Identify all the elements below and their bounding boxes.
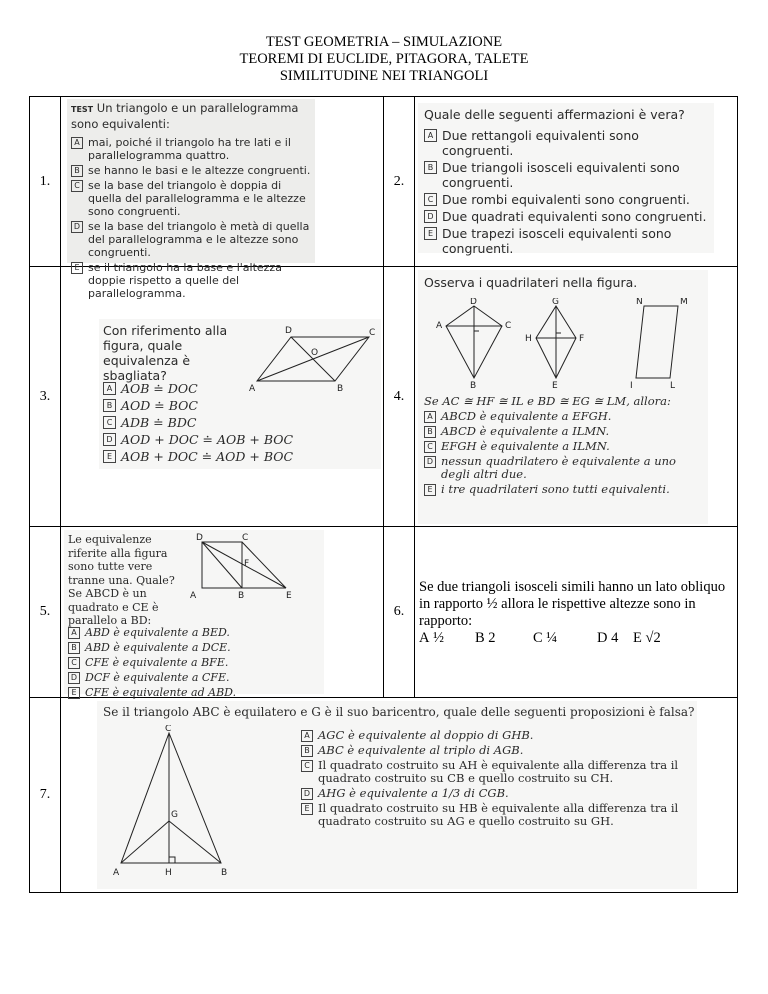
figure-label: A [436,321,443,331]
option-text: se la base del triangolo è metà di quella del parallelogramma e le altezze sono congruenti. [88,220,310,259]
option-value: ½ [433,630,444,646]
option-letter-box[interactable]: B [424,161,437,174]
option-text: AOB + DOC ≐ AOD + BOC [121,449,294,464]
option-letter-box[interactable]: A [71,137,83,149]
figure-label: C [505,321,512,331]
figure-label: H [525,334,532,344]
option-d[interactable] [597,630,633,647]
option-letter-box[interactable]: D [68,672,80,684]
option-text: se il triangolo ha la base e l'altezza doppie rispetto a quelle del parallelogramma. [88,261,282,300]
question-number: 2. [384,97,415,267]
table-row [30,97,738,267]
question-1 [61,97,384,300]
option-letter: D [597,630,608,646]
option-text: AGC è equivalente al doppio di GHB. [318,728,534,742]
option-text: ABCD è equivalente a EFGH. [441,409,612,423]
question-text: Un triangolo e un parallelogramma sono equivalenti: [71,101,299,131]
question-2 [415,97,738,267]
option-value: ¼ [546,630,558,646]
option-text: EFGH è equivalente a ILMN. [441,439,610,453]
option-letter-box[interactable]: A [301,730,313,742]
question-text: Se due triangoli isosceli simili hanno un lato obliquo in rapporto ½ allora le rispettive altezze sono in rapporto: [419,579,726,629]
option-text: AHG è equivalente a 1/3 di CGB. [318,786,509,800]
option-letter-box[interactable]: A [68,627,80,639]
option-letter: B [475,630,485,646]
quadrilaterals-figure [424,298,704,390]
figure-label: D [285,326,292,336]
title-line-1: TEST GEOMETRIA – SIMULAZIONE [265,34,503,50]
figure-label: H [165,868,172,878]
option-text: Due quadrati equivalenti sono congruenti. [442,209,707,224]
question-number: 4. [384,267,415,527]
option-text: ABC è equivalente al triplo di AGB. [318,743,524,757]
question-5 [61,527,384,698]
option-text: DCF è equivalente a CFE. [85,671,230,684]
figure-label: O [311,348,319,358]
option-letter-box[interactable]: B [301,745,313,757]
option-letter-box[interactable]: C [71,180,83,192]
option-letter-box[interactable]: E [71,262,83,274]
option-letter-box[interactable]: D [71,221,83,233]
figure-label: D [196,533,203,543]
figure-label: L [670,381,676,390]
table-row [30,527,738,698]
title-line-2: TEOREMI DI EUCLIDE, PITAGORA, TALETE [239,51,529,67]
figure-label: M [680,298,688,307]
option-letter-box[interactable]: C [301,760,313,772]
figure-label: C [165,725,172,734]
document-header [0,34,768,85]
option-text: CFE è equivalente a BFE. [85,656,229,669]
figure-label: B [470,381,477,390]
figure-label: G [552,298,559,307]
question-6 [415,527,738,698]
option-letter-box[interactable]: B [424,426,436,438]
option-text: Due rettangoli equivalenti sono congruenti. [442,128,639,158]
option-text: ABCD è equivalente a ILMN. [441,424,610,438]
option-text: AOD + DOC ≐ AOB + BOC [121,432,294,447]
question-number: 5. [30,527,61,698]
figure-label: E [286,591,292,601]
option-text: se hanno le basi e le altezze congruenti. [88,164,311,177]
triangle-figure [103,725,243,881]
question-number: 7. [30,698,61,893]
option-text: Due triangoli isosceli equivalenti sono congruenti. [442,160,680,190]
question-number: 3. [30,267,61,527]
option-letter-box[interactable]: C [68,657,80,669]
figure-label: N [636,298,643,307]
figure-label: D [470,298,477,307]
figure-label: C [242,533,249,543]
question-number: 1. [30,97,61,267]
figure-label: B [337,384,344,393]
question-text: Quale delle seguenti affermazioni è vera? [424,107,685,122]
option-value: 2 [488,630,496,646]
figure-label: C [369,328,376,338]
option-text: nessun quadrilatero è equivalente a uno degli altri due. [441,454,676,481]
questions-table [29,96,738,893]
table-row [30,698,738,893]
question-text: Con riferimento alla figura, quale equivalenza è sbagliata? [103,323,228,383]
option-text: ABD è equivalente a BED. [85,626,230,639]
title-line-3: SIMILITUDINE NEI TRIANGOLI [279,68,489,84]
figure-label: G [171,810,178,820]
figure-label: B [221,868,228,878]
question-text: Le equivalenze riferite alla figura sono tutte vere tranne una. Quale? Se ABCD è un quadrato e CE è parallelo a BD: [68,533,175,627]
question-4 [415,267,738,527]
option-letter-box[interactable]: B [103,399,116,412]
option-letter: E [633,630,642,646]
option-c[interactable] [533,630,597,647]
option-text: se la base del triangolo è doppia di quella del parallelogramma e le altezze sono congruenti. [88,179,306,218]
figure-label: A [249,384,256,393]
option-letter-box[interactable]: B [71,165,83,177]
option-e[interactable] [633,630,661,647]
option-letter-box[interactable]: A [424,129,437,142]
option-text: Il quadrato costruito su HB è equivalente alla differenza tra il quadrato costruito su AG e quello costruito su GH. [318,801,679,828]
question-number: 6. [384,527,415,698]
question-text: Osserva i quadrilateri nella figura. [424,275,638,290]
option-letter-box[interactable]: A [103,382,116,395]
figure-label: F [244,559,250,569]
square-figure [186,532,320,602]
option-text: Due trapezi isosceli equivalenti sono congruenti. [442,226,672,256]
option-text: AOB ≐ DOC [121,381,198,396]
option-letter-box[interactable]: E [424,227,437,240]
option-letter-box[interactable]: E [301,803,313,815]
option-letter: A [419,630,430,646]
question-7 [61,698,738,893]
option-letter-box[interactable]: D [424,210,437,223]
option-text: mai, poiché il triangolo ha tre lati e il parallelogramma quattro. [88,136,291,162]
question-text: Se il triangolo ABC è equilatero e G è il suo baricentro, quale delle seguenti proposizioni è falsa? [103,705,695,719]
figure-label: I [630,381,633,390]
option-value: 4 [611,630,619,646]
option-letter-box[interactable]: B [68,642,80,654]
option-text: Il quadrato costruito su AH è equivalente alla differenza tra il quadrato costruito su CB e quello costruito su CH. [318,758,679,785]
option-letter-box[interactable]: E [424,484,436,496]
figure-label: A [113,868,120,878]
option-text: i tre quadrilateri sono tutti equivalenti. [441,482,670,496]
figure-label: E [552,381,558,390]
option-letter-box[interactable]: A [424,411,436,423]
option-letter-box[interactable]: D [424,456,436,468]
option-b[interactable] [475,630,533,647]
test-prefix: TEST [71,105,94,114]
option-letter-box[interactable]: C [424,193,437,206]
answer-options [419,630,729,647]
question-3 [61,267,384,527]
option-text: AOD ≐ BOC [121,398,198,413]
option-letter-box[interactable]: D [103,433,116,446]
option-letter-box[interactable]: D [301,788,313,800]
figure-label: A [190,591,197,601]
figure-label: B [238,591,245,601]
option-text: ABD è equivalente a DCE. [85,641,231,654]
figure-label: F [579,334,585,344]
condition-text: Se AC ≅ HF ≅ IL e BD ≅ EG ≅ LM, allora: [424,394,671,408]
option-letter: C [533,630,543,646]
option-letter-box[interactable]: C [103,416,116,429]
option-letter-box[interactable]: C [424,441,436,453]
option-value: √2 [645,630,661,646]
option-text: Due rombi equivalenti sono congruenti. [442,192,690,207]
option-letter-box[interactable]: E [103,450,116,463]
table-row [30,267,738,527]
option-text: CFE è equivalente ad ABD. [85,686,237,699]
option-letter-box[interactable]: E [68,687,80,699]
option-a[interactable] [419,630,475,647]
option-text: ADB ≐ BDC [121,415,197,430]
